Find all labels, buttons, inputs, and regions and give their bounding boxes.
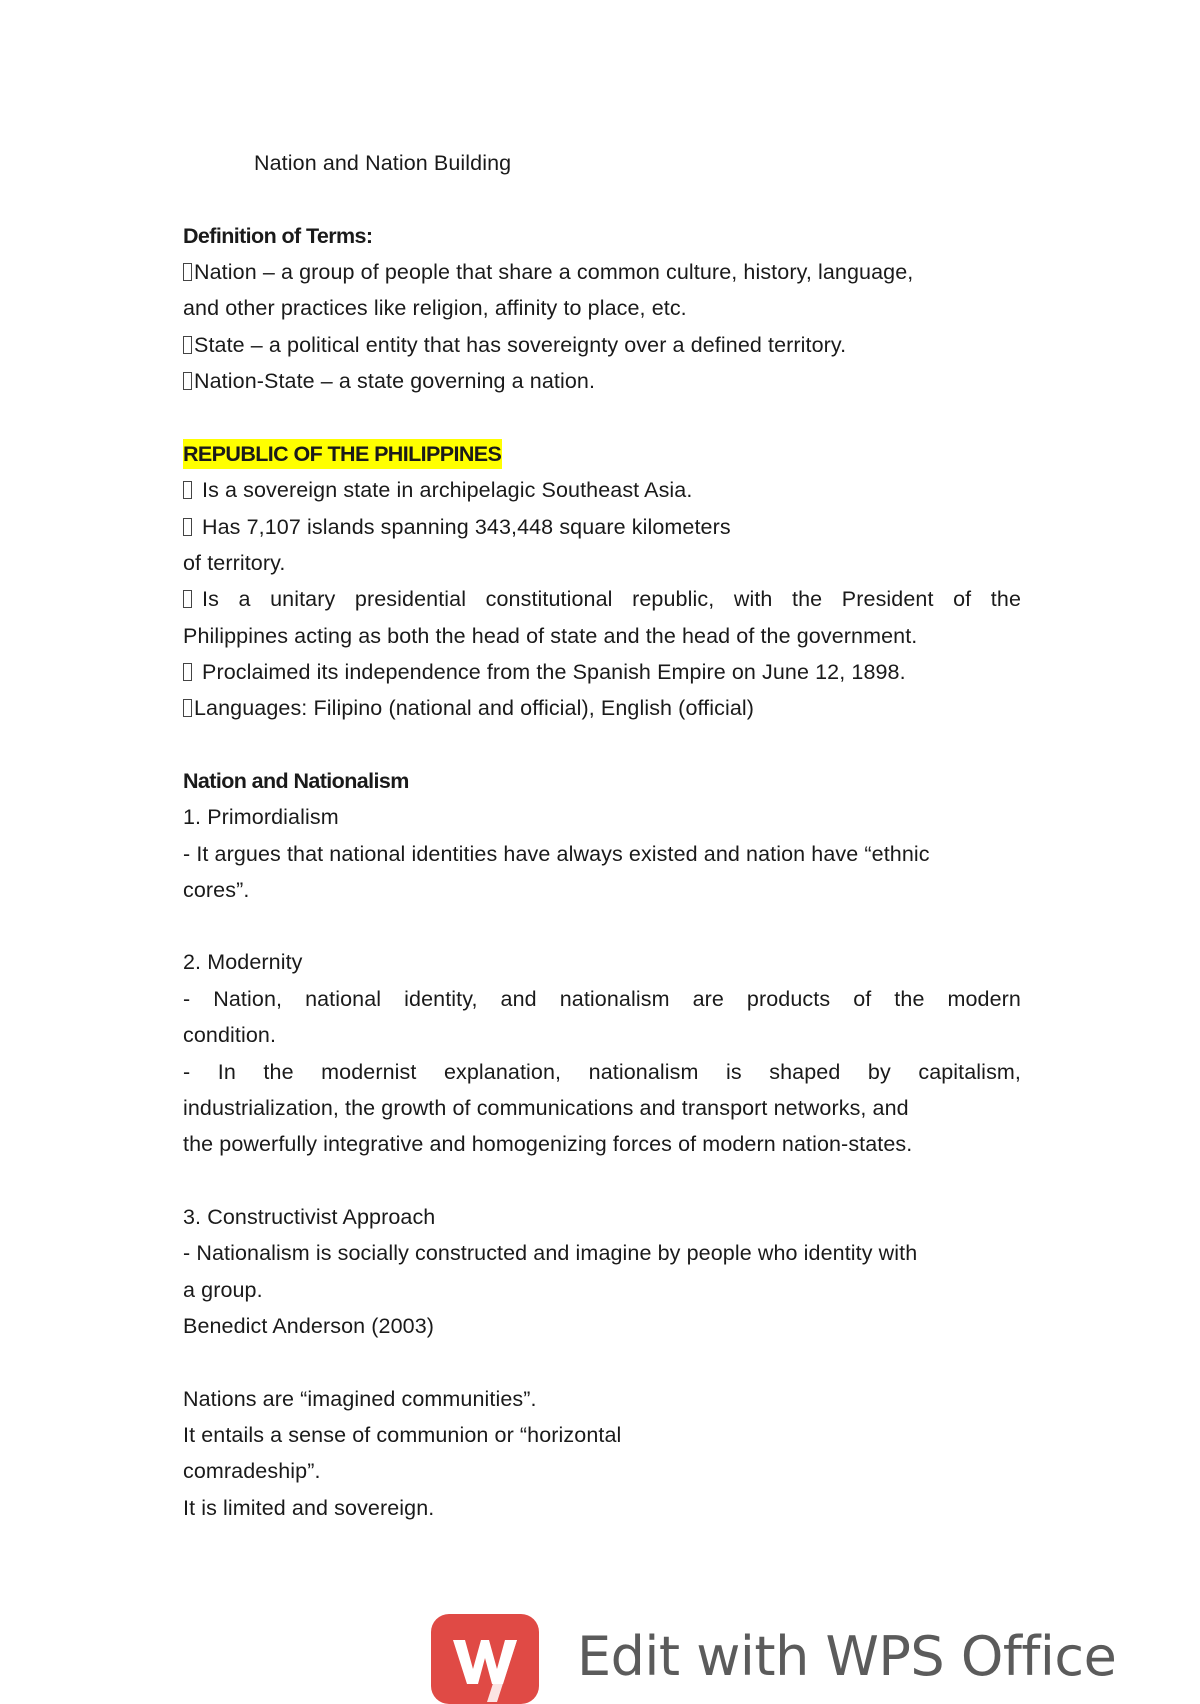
republic-line-5: Philippines acting as both the head of state and the head of the government. [183, 624, 918, 648]
imagined-line-2: It entails a sense of communion or “horizontal [183, 1423, 622, 1447]
definition-nation-cont: and other practices like religion, affinity to place, etc. [183, 296, 687, 320]
modernity-line-2: condition. [183, 1023, 277, 1047]
bullet-box-icon [183, 590, 192, 608]
definition-nation-state: Nation-State – a state governing a nation. [183, 363, 1021, 399]
primordialism-title: 1. Primordialism [183, 805, 339, 829]
modernity-line-3: - In the modernist explanation, nationalism is shaped by capitalism, [183, 1060, 1021, 1084]
constructivist-line-1: - Nationalism is socially constructed and imagine by people who identity with [183, 1241, 918, 1265]
imagined-line-3: comradeship”. [183, 1459, 321, 1483]
imagined-line-4: It is limited and sovereign. [183, 1496, 435, 1520]
constructivist-line-2: a group. [183, 1278, 263, 1302]
republic-line-4: Is a unitary presidential constitutional republic, with the President of the [183, 581, 1021, 617]
definition-nation: Nation – a group of people that share a common culture, history, language, [183, 254, 1021, 290]
bullet-box-icon [183, 699, 192, 717]
constructivist-citation: Benedict Anderson (2003) [183, 1314, 435, 1338]
republic-line-2: Has 7,107 islands spanning 343,448 square kilometers [183, 509, 1021, 545]
modernity-title: 2. Modernity [183, 950, 303, 974]
republic-heading-highlight: REPUBLIC OF THE PHILIPPINES [183, 439, 502, 469]
modernity-line-5: the powerfully integrative and homogenizing forces of modern nation-states. [183, 1132, 913, 1156]
republic-line-1: Is a sovereign state in archipelagic Southeast Asia. [183, 472, 1021, 508]
republic-line-3: of territory. [183, 551, 286, 575]
primordialism-line-2: cores”. [183, 878, 250, 902]
document-title: Nation and Nation Building [254, 151, 512, 175]
edit-with-wps-label[interactable]: Edit with WPS Office [577, 1625, 1117, 1688]
definitions-heading: Definition of Terms: [183, 224, 373, 248]
edit-with-wps-banner[interactable] [431, 1614, 1117, 1697]
wps-logo-icon[interactable] [431, 1614, 539, 1704]
republic-heading [183, 436, 1021, 472]
definition-state: State – a political entity that has sovereignty over a defined territory. [183, 327, 1021, 363]
republic-line-6: Proclaimed its independence from the Spanish Empire on June 12, 1898. [183, 654, 1021, 690]
constructivist-title: 3. Constructivist Approach [183, 1205, 436, 1229]
bullet-box-icon [183, 372, 192, 390]
bullet-box-icon [183, 518, 192, 536]
republic-line-7: Languages: Filipino (national and official), English (official) [183, 690, 1021, 726]
bullet-box-icon [183, 336, 192, 354]
imagined-line-1: Nations are “imagined communities”. [183, 1387, 537, 1411]
modernity-line-1: - Nation, national identity, and nationalism are products of the modern [183, 987, 1021, 1011]
bullet-box-icon [183, 263, 192, 281]
nationalism-heading: Nation and Nationalism [183, 769, 409, 793]
primordialism-line-1: - It argues that national identities have always existed and nation have “ethnic [183, 842, 930, 866]
bullet-box-icon [183, 663, 192, 681]
modernity-line-4: industrialization, the growth of communications and transport networks, and [183, 1096, 909, 1120]
bullet-box-icon [183, 481, 192, 499]
